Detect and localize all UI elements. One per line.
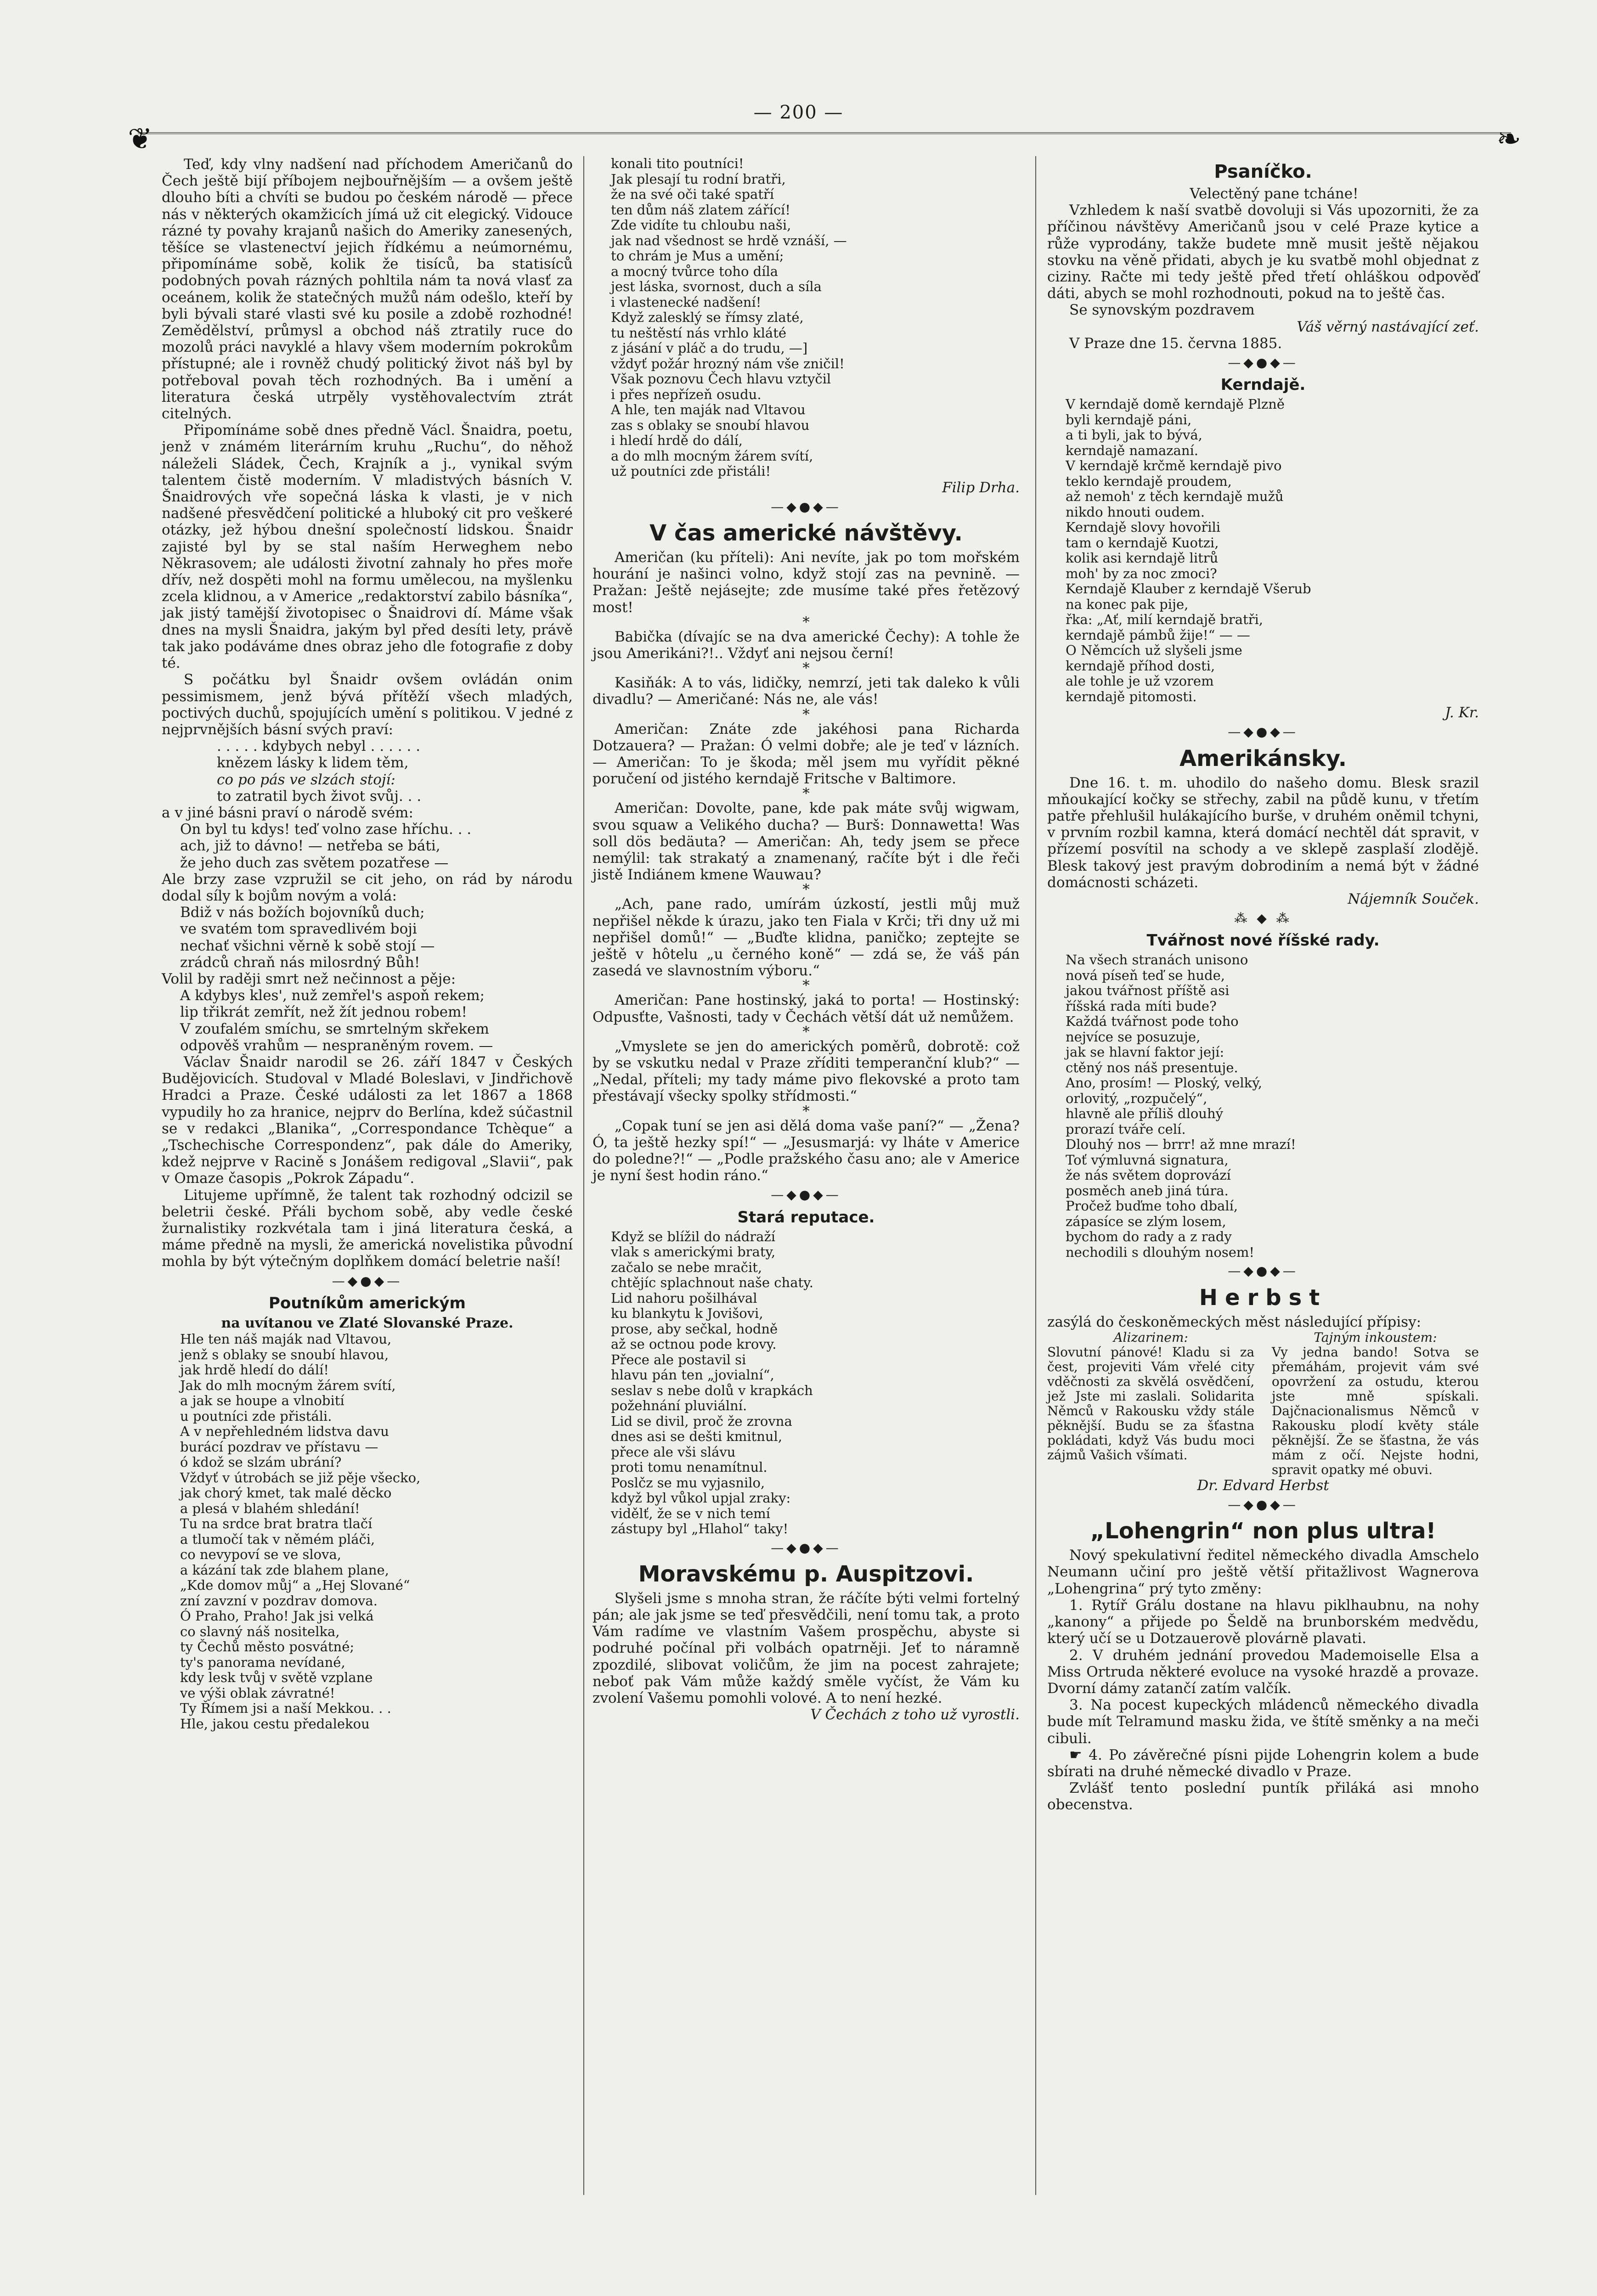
asterisk-separator-icon: * (802, 613, 810, 630)
verse-line: když byl vůkol upjal zraky: (611, 1490, 791, 1506)
anecdote-list (593, 549, 1020, 1184)
verse-line: co nevypoví se ve slova, (180, 1547, 341, 1563)
verse-line: nechodili s dlouhým nosem! (1066, 1244, 1255, 1260)
article-paragraph: Ale brzy zase vzpružil se cit jeho, on rád by národu dodal síly k bojům novým a volá: (162, 871, 573, 904)
article-paragraph: Připomínáme sobě dnes předně Václ. Šnaidra, poetu, jenž v známém literárním kruhu „Ruchu“, do něhož náleželi Sládek, Čech, Krajník a j., vynikal svým talentem čistě moderním. V mladistvých básních V. Šnaidrových vře sopečná láska k vlasti, je v nich nadšené přesvědčení politické a hluboký cit pro veškeré otázky, jež hýbou dnešní společností lidskou. Šnaidr zajisté byl by se stal naším Herweghem nebo Někrasovem; ale události životní zahnaly ho přes moře dřív, než dospěti mohl na formu umělecou, na myšlenku zcela klidnou, a v Americe „redaktorství zabilo básníka“, jak jistý tamější životopisec o Šnaidrovi dí. Máme však dnes na mysli Šnaidra, jakým byl před desíti lety, právě tak jako podáváme dnes obraz jeho dle fotografie z doby té. (162, 422, 573, 672)
poem-signature: Filip Drha. (942, 479, 1020, 496)
poem-title: Tvářnost nové říšské rady. (1146, 931, 1380, 950)
verse-line: ach, již to dávno! — netřeba se báti, (180, 838, 440, 855)
verse-line: přece ale vši slávu (611, 1444, 736, 1460)
anecdote-item: Kasiňák: A to vás, lidičky, nemrzí, jeti tak daleko k vůli divadlu? — Američané: Nás ne, ale vás! (593, 675, 1020, 708)
asterisk-separator-icon: * (802, 1103, 810, 1120)
verse-line: řka: „Ať, milí kerndajě bratři, (1066, 612, 1264, 628)
verse-line: Toť výmluvná signatura, (1066, 1152, 1229, 1168)
anecdote-item: Babička (dívajíc se na dva americké Čechy): A tohle že jsou Amerikáni?!.. Vždyť ani nejsou černí! (593, 628, 1020, 662)
verse-line: nejvíce se posuzuje, (1066, 1029, 1201, 1045)
verse-line: Poslčz se mu vyjasnilo, (611, 1474, 765, 1491)
verse-line: O Němcích už slyšeli jsme (1066, 642, 1242, 658)
verse-line: nová píseň teď se hude, (1066, 967, 1225, 983)
verse-line: Na všech stranách unisono (1066, 952, 1248, 968)
verse-line: seslav s nebe dolů v krapkách (611, 1382, 813, 1398)
verse-line: co po pás ve slzách stojí: (217, 771, 395, 788)
poem-title: Stará reputace. (737, 1208, 875, 1227)
verse-line: že nás světem doprovází (1066, 1167, 1231, 1183)
verse-line: i hledí hrdě do dálí, (611, 433, 743, 448)
article-paragraph: Vzhledem k naší svatbě dovoluji si Vás upozorniti, že za příčinou návštěvy Američanů jsou v celé Praze kytice a růže vyprodány, takže budete mně musit ještě nějakou stovku na věně přidati, abych je ku svatbě mohl objednat z ciziny. Račte mi tedy ještě před třetí ohláškou odpověď dáti, abych se mohl rozhodnouti, pokud na to ještě čas. (1047, 202, 1479, 302)
verse-line: Ty Římem jsi a naší Mekkou. . . (180, 1700, 391, 1716)
article-title: V čas americké návštěvy. (649, 520, 963, 546)
verse-line: dnes asi se dešti kmitnul, (611, 1429, 783, 1445)
verse-line: posměch aneb jiná túra. (1066, 1182, 1229, 1199)
letter-text: Slovutní pánové! Kladu si za čest, projeviti Vám vřelé city vděčnosti za skvělá osvědčení, jež Jste mi zaslali. Solidarita Němců v Rakousku vždy stále pěknější. Budu se za šťastna pokládati, když Vás budu moci zájmů Vašich všímati. (1047, 1344, 1255, 1463)
verse-line: jenž s oblaky se snoubí hlavou, (180, 1346, 389, 1362)
verse-line: tam o kerndajě Kuotzi, (1066, 535, 1219, 551)
divider-ornament-icon: —◆●◆— (1228, 724, 1298, 740)
verse-line: jakou tvářnost příště asi (1066, 983, 1230, 999)
poem-body (162, 1332, 573, 1732)
verse-line: hlavně ale příliš dlouhý (1066, 1106, 1224, 1122)
verse-line: „Kde domov můj“ a „Hej Slované“ (180, 1577, 410, 1593)
verse-line: že jeho duch zas světem pozatřese — (180, 854, 449, 871)
verse-line: jak chorý kmet, tak malé děcko (180, 1485, 392, 1501)
pointing-hand-icon: ☛ (1069, 1746, 1089, 1763)
verse-line: nikdo hnouti oudem. (1066, 504, 1205, 520)
letter-heading: Alizarinem: (1113, 1329, 1188, 1345)
verse-line: zní zavzní v pozdrav domova. (180, 1593, 378, 1609)
asterisk-separator-icon: * (802, 785, 810, 802)
verse-line: a jak se houpe a vlnobití (180, 1393, 344, 1409)
verse-line: i vlastenecké nadšení! (611, 294, 762, 310)
poem-title: Poutníkům americkým (269, 1294, 466, 1312)
verse-line: proti tomu nenamítnul. (611, 1459, 767, 1475)
verse-line: tu neštěstí nás vrhlo kláté (611, 325, 787, 341)
verse-line: začalo se nebe mračit, (611, 1259, 762, 1275)
verse-line: Hle ten náš maják nad Vltavou, (180, 1331, 392, 1347)
verse-line: lip třikrát zemřít, než žít jednou robem! (180, 1004, 467, 1021)
divider-ornament-icon: —◆●◆— (771, 1187, 841, 1203)
article-paragraph: Dne 16. t. m. uhodilo do našeho domu. Blesk srazil mňoukající kočky se střechy, zabil na půdě kunu, v třetím patře přehlušil hulákajícího burše, v druhém oněmil tchyni, v prvním rozbil kamna, která domácí nechtěl dát spravit, v přízemí posvítil na schody a ve sklepě zasplaší zlodějě. Blesk takový jest pravým dobrodiním a nemá být v žádné domácnosti scházeti. (1047, 774, 1479, 891)
verse-line: a tlumočí tak v němém pláči, (180, 1531, 375, 1547)
verse-line: orlovitý, „rozpučelý“, (1066, 1090, 1208, 1106)
verse-line: Kerndajě slovy hovořili (1066, 519, 1221, 535)
verse-line: a plesá v blahém shledání! (180, 1500, 360, 1516)
verse-line: kerndajě namazaní. (1066, 442, 1198, 458)
anecdote-item: „Ach, pane rado, umírám úzkostí, jestli můj muž nepřišel někde k úrazu, jako ten Fiala v Krči; tři dny už mi nepřišel domů!“ — „Buďte klidna, paničko; zeptejte se ještě v hôtelu „u černého koně“ — zdá se, že váš pán zasedá ve slavnostním výboru.“ (593, 896, 1020, 979)
article-paragraph: Slyšeli jsme s mnoha stran, že ráčíte býti velmi fortelný pán; ale jak jsme se teď přesvědčili, není tomu tak, a proto Vám radíme ve vlastním Vašem prospěchu, abyste si podruhé počínal při volbách opatrněji. Jeť to náramně zpozdilé, slibovat voličům, že jim na pocest zahrajete; neboť pak Vám může každý směle vyčíst, že Vám ku zvolení Vašemu pomohli volové. A to není hezké. (593, 1590, 1020, 1707)
article-title: „Lohengrin“ non plus ultra! (1090, 1518, 1436, 1544)
letter-date: V Praze dne 15. června 1885. (1069, 335, 1282, 352)
verse-line: vždyť požár hrozný nám vše zničil! (611, 355, 845, 371)
verse-line: Zde vidíte tu chloubu naši, (611, 217, 791, 233)
verse-line: ten dům náš zlatem zářící! (611, 202, 790, 218)
verse-line: teklo kerndajě proudem, (1066, 473, 1232, 489)
verse-line: Každá tvářnost pode toho (1066, 1013, 1239, 1030)
verse-line: zástupy byl „Hlahol“ taky! (611, 1521, 789, 1537)
verse-line: vidělť, že se v nich temí (611, 1505, 770, 1521)
verse-line: a kázání tak zde blahem plane, (180, 1562, 389, 1578)
verse-line: Vždyť v útrobách se již pěje všecko, (180, 1469, 421, 1486)
verse-line: ó kdož se slzám ubrání? (180, 1454, 342, 1470)
verse-line: burácí pozdrav ve přístavu — (180, 1439, 378, 1455)
verse-line: A v nepřehledném lidstva davu (180, 1424, 389, 1440)
quoted-verse (162, 738, 573, 805)
letter-closing: Se synovským pozdravem (1069, 302, 1255, 319)
verse-line: říšská rada míti bude? (1066, 998, 1217, 1014)
ornament-corner-left-icon: ❦ (128, 122, 152, 156)
verse-line: ty's panorama nevídané, (180, 1654, 345, 1670)
letter-salutation: Velectěný pane tcháne! (1190, 186, 1359, 202)
article-paragraph (1047, 1747, 1479, 1780)
verse-line: konali tito poutníci! (611, 156, 744, 171)
article-paragraph: Teď, kdy vlny nadšení nad příchodem Američanů do Čech ještě bijí příbojem nejbouřnějším — a ovšem ještě dlouho bíti a chvíti se budou po českém národě — přece nás v některých okamžicích jímá už cit elegický. Vidouce rázné ty povahy krajanů našich do Ameriky zanesených, těšíce se vlastenectví jejich řídkému a neúmornému, připomínáme sobě, kolik že tisíců, ba statisíců podobných povah rázných pohltila nám ta nová vlasť za oceánem, kolik že statečných mužů nám odešlo, kteří by byli bývali staré vlasti své ku posile a zdobě rozhodné! Zemědělství, průmysl a obchod náš ztratily ruce do mozolů práci navyklé a hlavy všem moderním pokrokům přístupné; ale i rovněž chudý politický život náš byl by potřeboval povah těch rozhodných. Ba i umění a literatura česká utrpěly vystěhovalectvím ztrát citelných. (162, 156, 573, 422)
letter-heading: Tajným inkoustem: (1314, 1329, 1437, 1345)
verse-line: zrádců chraň nás milosrdný Bůh! (180, 954, 420, 971)
verse-line: na konec pak pije, (1066, 596, 1189, 612)
article-signature: Dr. Edvard Herbst (1197, 1477, 1329, 1494)
poem-body (1047, 952, 1479, 1260)
verse-line: jak se hlavní faktor její: (1066, 1044, 1225, 1060)
divider-ornament-icon: ⁂ ◆ ⁂ (1234, 911, 1292, 926)
article-paragraph: Volil by raději smrt než nečinnost a pěje: (162, 970, 456, 987)
article-paragraph: Zvlášť tento poslední puntík přiláká asi mnoho obecenstva. (1047, 1780, 1479, 1813)
verse-line: to zatratil bych život svůj. . . (217, 788, 422, 805)
verse-line: Přece ale postavil si (611, 1351, 746, 1367)
verse-line: nechať všichni věrně k sobě stojí — (180, 937, 435, 954)
divider-ornament-icon: —◆●◆— (332, 1273, 403, 1289)
column-middle (593, 156, 1020, 1723)
verse-line: a ti byli, jak to bývá, (1066, 427, 1202, 443)
article-title: Amerikánsky. (1179, 745, 1347, 771)
verse-line: knězem lásky k lidem těm, (217, 754, 409, 771)
verse-line: požehnání pluviální. (611, 1398, 747, 1414)
verse-line: Kerndajě Klauber z kerndajě Všerub (1066, 581, 1311, 597)
verse-line: vlak s americkými braty, (611, 1244, 776, 1260)
verse-line: kolik asi kerndajě litrů (1066, 550, 1219, 566)
verse-line: odpověš vrahům — nespraněným rovem. — (180, 1037, 493, 1054)
article-signature: Nájemník Souček. (1348, 891, 1479, 908)
anecdote-item: Američan (ku příteli): Ani nevíte, jak po tom mořském hourání je našinci volno, když stojí zas na pevnině. — Pražan: Ještě nejásejte; zde musíme také přes řetězový most! (593, 549, 1020, 616)
article-signature: V Čechách z toho už vyrostli. (810, 1706, 1020, 1723)
article-title: Herbst (1199, 1284, 1327, 1311)
verse-line: zápasíce se zlým losem, (1066, 1213, 1226, 1229)
verse-line: že na své oči také spatří (611, 186, 774, 202)
article-paragraph: 2. V druhém jednání provedou Mademoiselle Elsa a Miss Ortruda některé evoluce na vysoké hrazdě a provaze. Dvorní dámy zatančí zatím valčík. (1047, 1647, 1479, 1697)
column-left (162, 156, 573, 1732)
verse-line: V kerndajě krčmě kerndajě pivo (1066, 458, 1282, 474)
verse-line: hlavu pán ten „jovialní“, (611, 1367, 774, 1383)
verse-line: prose, aby sečkal, hodně (611, 1321, 778, 1337)
quoted-verse (162, 821, 573, 871)
column-rule (1035, 156, 1036, 2195)
article-paragraph: S počátku byl Šnaidr ovšem ovládán onim pessimismem, jenž bývá přítěží všech mladých, poctivých duchů, spojujících umění s politikou. V jedné z nejprvnějších básní svých praví: (162, 671, 573, 738)
verse-line: Dlouhý nos — brrr! až mne mrazí! (1066, 1137, 1296, 1153)
asterisk-separator-icon: * (802, 881, 810, 898)
verse-line: ctěný nos náš presentuje. (1066, 1059, 1238, 1075)
verse-line: Jak do mlh mocným žárem svítí, (180, 1377, 396, 1393)
verse-line: ale tohle je už vzorem (1066, 673, 1214, 689)
verse-line: už poutníci zde přistáli! (611, 463, 771, 479)
verse-line: bychom do rady a z rady (1066, 1229, 1232, 1245)
verse-line: ty Čechů město posvátné; (180, 1639, 355, 1655)
letter-signature: Váš věrný nastávající zeť. (1297, 318, 1479, 335)
divider-ornament-icon: —◆●◆— (771, 1540, 841, 1555)
verse-line: A hle, ten maják nad Vltavou (611, 402, 806, 417)
anecdote-item: „Vmyslete se jen do amerických poměrů, dobrotě: což by se vskutku nedal v Praze zříditi temperanční klub?“ — „Nedal, příteli; my tady máme pivo flekovské a proto tam přestávají všecky spolky střídmosti.“ (593, 1038, 1020, 1105)
verse-line: jak nad všednost se hrdě vznáší, — (611, 232, 847, 248)
verse-line: a mocný tvůrce toho díla (611, 263, 779, 279)
verse-line: Bdiž v nás božích bojovníků duch; (180, 904, 425, 921)
article-title: Moravskému p. Auspitzovi. (638, 1561, 974, 1587)
verse-line: a do mlh mocným žárem svítí, (611, 448, 813, 464)
poem-subtitle: na uvítanou ve Zlaté Slovanské Praze. (221, 1315, 514, 1331)
article-paragraph: Václav Šnaidr narodil se 26. září 1847 v Českých Budějovicích. Studoval v Mladé Boleslavi, v Jindřichově Hradci a Praze. České události za let 1867 a 1868 vypudily ho za hranice, nejprv do Berlína, kdež súčastnil se v redakci „Blanika“, „Correspondance Tchèque“ a „Tschechische Correspondenz“, pak dále do Ameriky, kdež nejprve v Racině s Jonášem redigoval „Slavii“, pak v Omaze časopis „Pokrok Západu“. (162, 1053, 573, 1187)
verse-line: A kdybys kles', nuž zemřel's aspoň rekem; (180, 987, 485, 1004)
quoted-verse (162, 987, 573, 1054)
verse-line: Pročež buďme toho dbalí, (1066, 1198, 1238, 1214)
verse-line: V kerndajě domě kerndajě Plzně (1066, 396, 1285, 412)
verse-line: moh' by za noc zmoci? (1066, 565, 1217, 581)
verse-line: Hle, jakou cestu předalekou (180, 1716, 370, 1732)
verse-line: prorazí tváře celí. (1066, 1121, 1186, 1137)
poem-body (593, 1229, 1020, 1537)
verse-line: z jásání v pláč a do trudu, —] (611, 340, 808, 356)
ornament-corner-right-icon: ❧ (1496, 122, 1521, 156)
divider-ornament-icon: —◆●◆— (771, 499, 841, 514)
anecdote-item: Američan: Znáte zde jakéhosi pana Richarda Dotzauera? — Pražan: Ó velmi dobře; ale je teď v lázních. — Američan: To je škoda; měl jsem mu vyřídit pěkné poručení od jistého kerndajě Fritsche v Baltimore. (593, 720, 1020, 788)
verse-line: On byl tu kdys! teď volno zase hříchu. . . (180, 821, 472, 838)
verse-line: až nemoh' z těch kerndajě mužů (1066, 489, 1284, 505)
verse-line: co slavný náš nositelka, (180, 1623, 340, 1639)
poem-title: Kerndajě. (1220, 376, 1306, 394)
asterisk-separator-icon: * (802, 706, 810, 723)
article-title: Psaníčko. (1214, 161, 1312, 182)
verse-line: Když zalesklý se římsy zlaté, (611, 310, 804, 325)
article-paragraph: Nový spekulativní ředitel německého divadla Amschelo Neumann učiní pro ještě větší přitažlivost Wagnerova „Lohengrina“ prý tyto změny: (1047, 1547, 1479, 1597)
verse-line: Ó Praho, Praho! Jak jsi velká (180, 1608, 374, 1624)
asterisk-separator-icon: * (802, 1023, 810, 1040)
verse-line: byli kerndajě páni, (1066, 411, 1192, 428)
verse-line: Však poznovu Čech hlavu vztyčil (611, 371, 831, 387)
letter-text: Vy jedna bando! Sotva se přemáhám, projevit vám své opovržení za ostudu, kterou jste mně spískali. Dajčnacionalismus Němců v Rakousku plodí květy stále pěknější. Že se šťastna, že vás mám z očí. Nejste hodni, spravit opatky mé obuvi. (1271, 1344, 1479, 1477)
verse-line: kerndajě pámbů žije!“ — — (1066, 627, 1250, 643)
anecdote-item: Američan: Pane hostinský, jaká to porta! — Hostinský: Odpusťte, Vašnosti, tady v Čechách větší dát už nemůžem. (593, 992, 1020, 1025)
verse-line: jak hrdě hledí do dálí! (180, 1362, 329, 1378)
verse-line: ku blankytu k Jovišovi, (611, 1306, 763, 1322)
divider-ornament-icon: —◆●◆— (1228, 1497, 1298, 1513)
verse-line: kerndajě příhod dosti, (1066, 658, 1215, 674)
verse-line: to chrám je Mus a umění; (611, 248, 784, 264)
verse-line: Lid se divil, proč že zrovna (611, 1413, 792, 1429)
verse-line: Lid nahoru pošilhával (611, 1290, 757, 1306)
verse-line: kerndajě pitomosti. (1066, 688, 1197, 704)
verse-line: Když se blížil do nádraží (611, 1228, 776, 1244)
verse-line: Ano, prosím! — Ploský, velký, (1066, 1075, 1262, 1091)
verse-line: Jak plesají tu rodní bratři, (611, 171, 786, 187)
asterisk-separator-icon: * (802, 977, 810, 994)
anecdote-item: Američan: Dovolte, pane, kde pak máte svůj wigwam, svou squaw a Velikého ducha? — Burš: Donnawetta! Was soll dös bedäuta? — Američan: Ah, tedy jsem se přece nemýlil: tak strakatý a znamenaný, račíte být i dle řeči jistě Indiánem kmene Wauwau? (593, 800, 1020, 884)
two-column-letters (1047, 1330, 1479, 1477)
poem-body (1047, 397, 1479, 704)
verse-line: kdy lesk tvůj v světě vzplane (180, 1670, 373, 1686)
verse-line: zas s oblaky se snoubí hlavou (611, 417, 810, 433)
verse-line: chtějíc splachnout naše chaty. (611, 1275, 813, 1291)
column-right (1047, 156, 1479, 1813)
divider-ornament-icon: —◆●◆— (1228, 355, 1298, 371)
column-rule (583, 156, 584, 2195)
page-number: — 200 — (753, 102, 844, 123)
divider-ornament-icon: —◆●◆— (1228, 1263, 1298, 1279)
verse-line: ve svatém tom spravedlivém boji (180, 921, 417, 938)
article-paragraph: a v jiné básni praví o národě svém: (162, 804, 413, 821)
article-text: 4. Po závěrečné písni pijde Lohengrin kolem a bude sbírati na druhé německé divadlo v Praze. (1047, 1746, 1479, 1780)
verse-line: až se octnou pode krovy. (611, 1336, 777, 1352)
verse-line: jest láska, svornost, duch a síla (611, 279, 822, 294)
article-paragraph: zasýlá do českoněmeckých měst následující přípisy: (1047, 1313, 1422, 1330)
anecdote-item: „Copak tuní se jen asi dělá doma vaše paní?“ — „Žena? Ó, ta ještě hezky spí!“ — „Jesusmarjá: vy lháte v Americe do poledne?!“ — „Podle pražského času ano; ale v Americe je nyní šest hodin ráno.“ (593, 1117, 1020, 1184)
verse-line: Tu na srdce brat bratra tlačí (180, 1516, 372, 1532)
verse-line: i přes nepřízeň osudu. (611, 386, 762, 402)
verse-line: V zoufalém smíchu, se smrtelným skřekem (180, 1020, 489, 1037)
poem-body (593, 156, 1020, 479)
verse-line: . . . . . kdybych nebyl . . . . . . (217, 738, 421, 755)
verse-line: ve výši oblak závratné! (180, 1685, 335, 1701)
verse-line: u poutníci zde přistáli. (180, 1408, 332, 1424)
quoted-verse (162, 904, 573, 971)
poem-signature: J. Kr. (1445, 704, 1479, 721)
article-paragraph: 1. Rytíř Grálu dostane na hlavu piklhaubnu, na nohy „kanony“ a přijede po Šeldě na brunborském medvědu, který učí se u Dotzauerově plovárně plavati. (1047, 1597, 1479, 1647)
article-paragraph: Litujeme upřímně, že talent tak rozhodný odcizil se beletrii české. Přáli bychom sobě, aby vedle české žurnalistiky rozkvétala tam i jiná literatura česká, a máme předně na mysli, že americká novelistika původní mohla by být výtečným doplňkem domácí beletrie naší! (162, 1187, 573, 1270)
article-paragraph: 3. Na pocest kupeckých mládenců německého divadla bude mít Telramund masku žida, ve štítě směnky a na meči cibuli. (1047, 1697, 1479, 1747)
asterisk-separator-icon: * (802, 660, 810, 677)
